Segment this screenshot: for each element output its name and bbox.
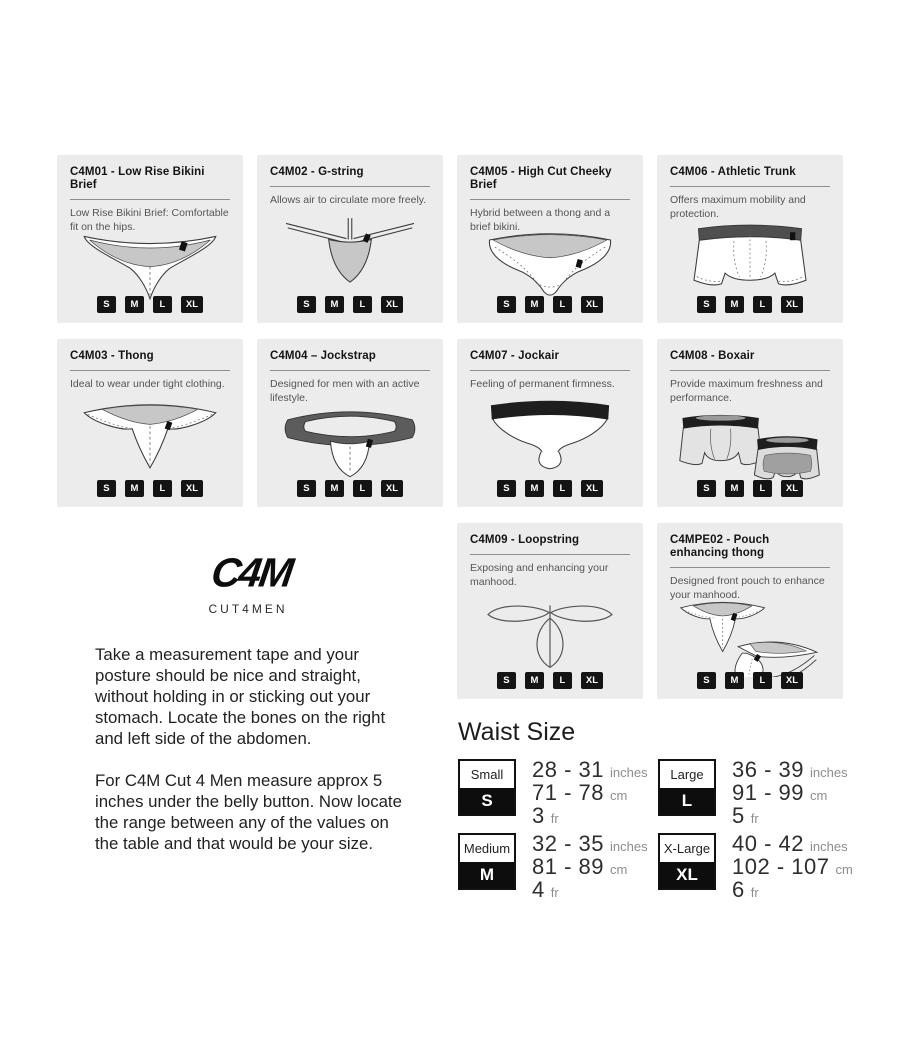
instructions-paragraph-1: Take a measurement tape and your posture should be nice and straight, without holding in or sticking out your stomach. Locate the bones on the right and left side of the abdomen. xyxy=(95,645,386,748)
product-description: Designed front pouch to enhance your manhood. xyxy=(670,575,825,602)
size-badges xyxy=(470,672,630,690)
size-letter: M xyxy=(460,862,514,888)
size-badge-l: L xyxy=(553,672,572,690)
size-badge-s: S xyxy=(97,296,116,314)
cm-value: 91 - 99 xyxy=(732,780,804,805)
size-chip-x-large xyxy=(658,833,716,890)
size-badges xyxy=(70,480,230,498)
fr-value: 3 xyxy=(532,803,545,828)
size-badge-m: M xyxy=(325,296,344,314)
product-description: Low Rise Bikini Brief: Comfortable fit on the hips. xyxy=(70,207,229,234)
size-entry-x-large xyxy=(658,831,858,902)
inches-unit-label: inches xyxy=(610,765,648,780)
title-divider xyxy=(470,554,630,555)
product-description: Feeling of permanent firmness. xyxy=(470,378,615,391)
logo-subtext: CUT4MEN xyxy=(208,602,288,616)
product-title: C4MPE02 - Pouch enhancing thong xyxy=(670,534,770,560)
size-badge-l: L xyxy=(753,296,772,314)
size-badge-l: L xyxy=(153,296,172,314)
size-badge-m: M xyxy=(325,480,344,498)
product-title: C4M07 - Jockair xyxy=(470,350,560,362)
product-card-c4m08 xyxy=(657,339,843,507)
size-badge-s: S xyxy=(297,480,316,498)
size-badge-s: S xyxy=(497,672,516,690)
title-divider xyxy=(270,186,430,187)
size-badge-m: M xyxy=(125,296,144,314)
size-name: X-Large xyxy=(663,841,711,856)
size-badge-m: M xyxy=(525,296,544,314)
inches-unit-label: inches xyxy=(610,839,648,854)
measurement-instructions xyxy=(95,644,407,875)
product-description: Offers maximum mobility and protection. xyxy=(670,194,806,221)
size-badge-m: M xyxy=(125,480,144,498)
boxair-illustration-icon xyxy=(670,406,830,478)
size-entry-large xyxy=(658,757,858,828)
product-card-c4m02 xyxy=(257,155,443,323)
size-badges xyxy=(670,296,830,314)
fr-unit-label: fr xyxy=(750,811,759,826)
size-letter: XL xyxy=(660,862,714,888)
size-badge-l: L xyxy=(153,480,172,498)
cm-value: 102 - 107 xyxy=(732,854,830,879)
size-chip-small xyxy=(458,759,516,816)
fr-value: 5 xyxy=(732,803,745,828)
jockair-illustration-icon xyxy=(470,392,630,477)
waist-size-title: Waist Size xyxy=(458,718,576,746)
size-badges xyxy=(270,480,430,498)
size-measurements xyxy=(732,757,848,826)
high-cut-cheeky-brief-illustration-icon xyxy=(470,235,630,293)
size-name: Small xyxy=(470,767,504,782)
product-description: Allows air to circulate more freely. xyxy=(270,194,427,207)
size-badge-l: L xyxy=(353,480,372,498)
inches-value: 36 - 39 xyxy=(732,757,804,782)
product-title: C4M06 - Athletic Trunk xyxy=(670,166,796,178)
waist-size-table xyxy=(458,757,878,902)
size-badge-s: S xyxy=(497,480,516,498)
product-title: C4M01 - Low Rise Bikini Brief xyxy=(70,166,205,192)
athletic-trunk-illustration-icon xyxy=(670,222,830,294)
size-measurements xyxy=(732,831,853,900)
cm-value: 71 - 78 xyxy=(532,780,604,805)
fr-unit-label: fr xyxy=(550,811,559,826)
pouch-enhancing-thong-illustration-icon xyxy=(670,603,830,669)
size-badge-s: S xyxy=(497,296,516,314)
cm-unit-label: cm xyxy=(835,862,853,877)
brand-logo xyxy=(140,552,356,616)
logo-brand-text: C4M xyxy=(208,552,295,596)
size-badge-l: L xyxy=(553,296,572,314)
size-badge-xl: XL xyxy=(581,480,603,498)
size-badge-xl: XL xyxy=(381,296,403,314)
product-title: C4M09 - Loopstring xyxy=(470,534,580,546)
size-badge-l: L xyxy=(353,296,372,314)
size-badge-m: M xyxy=(725,296,744,314)
loopstring-illustration-icon xyxy=(470,590,630,670)
product-card-c4m04 xyxy=(257,339,443,507)
size-badge-xl: XL xyxy=(381,480,403,498)
title-divider xyxy=(670,370,830,371)
size-badge-m: M xyxy=(525,672,544,690)
size-badge-m: M xyxy=(725,672,744,690)
product-description: Exposing and enhancing your manhood. xyxy=(470,562,609,589)
size-badges xyxy=(670,672,830,690)
product-description: Hybrid between a thong and a brief bikini. xyxy=(470,207,611,234)
product-description: Provide maximum freshness and performance. xyxy=(670,378,823,405)
product-title: C4M03 - Thong xyxy=(70,350,154,362)
product-description: Designed for men with an active lifestyle. xyxy=(270,378,420,405)
size-name: Large xyxy=(670,767,704,782)
fr-unit-label: fr xyxy=(750,885,759,900)
size-badge-m: M xyxy=(725,480,744,498)
size-entry-small xyxy=(458,757,658,828)
title-divider xyxy=(470,370,630,371)
size-badge-l: L xyxy=(553,480,572,498)
size-badge-s: S xyxy=(297,296,316,314)
size-badge-l: L xyxy=(753,480,772,498)
title-divider xyxy=(670,567,830,568)
size-letter: L xyxy=(660,788,714,814)
size-badge-xl: XL xyxy=(581,296,603,314)
product-card-c4m01 xyxy=(57,155,243,323)
size-badges xyxy=(70,296,230,314)
size-chip-large xyxy=(658,759,716,816)
size-badge-s: S xyxy=(697,296,716,314)
size-badges xyxy=(470,296,630,314)
size-badge-xl: XL xyxy=(781,672,803,690)
c4m-logo-icon xyxy=(148,552,348,596)
size-badge-xl: XL xyxy=(581,672,603,690)
size-name: Medium xyxy=(463,841,511,856)
inches-value: 40 - 42 xyxy=(732,831,804,856)
size-badge-xl: XL xyxy=(781,480,803,498)
jockstrap-illustration-icon xyxy=(270,406,430,478)
g-string-illustration-icon xyxy=(270,208,430,293)
size-badge-xl: XL xyxy=(181,480,203,498)
size-measurements xyxy=(532,757,648,826)
product-title: C4M02 - G-string xyxy=(270,166,364,178)
fr-value: 6 xyxy=(732,877,745,902)
product-description: Ideal to wear under tight clothing. xyxy=(70,378,225,391)
title-divider xyxy=(270,370,430,371)
size-badge-s: S xyxy=(697,672,716,690)
inches-value: 32 - 35 xyxy=(532,831,604,856)
product-card-c4m03 xyxy=(57,339,243,507)
title-divider xyxy=(70,199,230,200)
size-chip-medium xyxy=(458,833,516,890)
product-card-c4m05 xyxy=(457,155,643,323)
size-badge-xl: XL xyxy=(781,296,803,314)
inches-value: 28 - 31 xyxy=(532,757,604,782)
size-measurements xyxy=(532,831,648,900)
cm-unit-label: cm xyxy=(810,788,828,803)
cm-unit-label: cm xyxy=(610,862,628,877)
size-badge-l: L xyxy=(753,672,772,690)
title-divider xyxy=(670,186,830,187)
product-card-c4mpe02 xyxy=(657,523,843,699)
size-entry-medium xyxy=(458,831,658,902)
cm-unit-label: cm xyxy=(610,788,628,803)
product-card-c4m06 xyxy=(657,155,843,323)
product-title: C4M08 - Boxair xyxy=(670,350,755,362)
product-card-c4m09 xyxy=(457,523,643,699)
size-badges xyxy=(270,296,430,314)
low-rise-bikini-brief-illustration-icon xyxy=(70,235,230,293)
size-badges xyxy=(470,480,630,498)
product-card-c4m07 xyxy=(457,339,643,507)
cm-value: 81 - 89 xyxy=(532,854,604,879)
thong-illustration-icon xyxy=(70,392,230,477)
size-badges xyxy=(670,480,830,498)
fr-value: 4 xyxy=(532,877,545,902)
size-badge-xl: XL xyxy=(181,296,203,314)
size-badge-m: M xyxy=(525,480,544,498)
inches-unit-label: inches xyxy=(810,839,848,854)
fr-unit-label: fr xyxy=(550,885,559,900)
product-title: C4M04 – Jockstrap xyxy=(270,350,376,362)
instructions-paragraph-2: For C4M Cut 4 Men measure approx 5 inches under the belly button. Now locate the range between any of the values on the table and that would be your size. xyxy=(95,771,402,853)
size-badge-s: S xyxy=(697,480,716,498)
inches-unit-label: inches xyxy=(810,765,848,780)
title-divider xyxy=(70,370,230,371)
size-badge-s: S xyxy=(97,480,116,498)
title-divider xyxy=(470,199,630,200)
size-letter: S xyxy=(460,788,514,814)
product-title: C4M05 - High Cut Cheeky Brief xyxy=(470,166,612,192)
